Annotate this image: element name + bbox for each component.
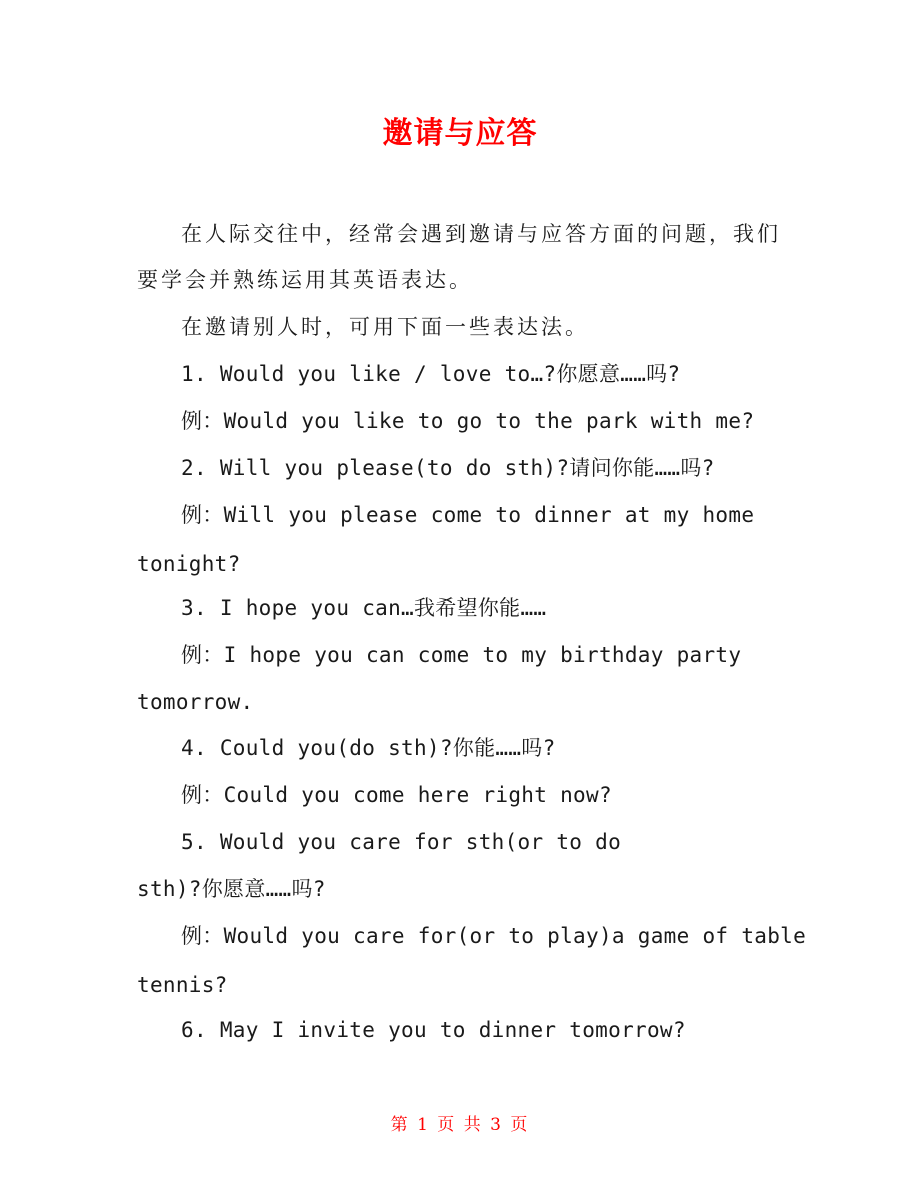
- intro-line-1: 在人际交往中，经常会遇到邀请与应答方面的问题，我们: [181, 222, 781, 246]
- example-3-line-2: tomorrow.: [137, 690, 254, 714]
- page-number-footer: 第 1 页 共 3 页: [390, 1115, 530, 1135]
- example-3-line-1: 例：I hope you can come to my birthday party: [181, 643, 742, 667]
- page-title: 邀请与应答: [382, 116, 538, 151]
- expression-5-line-2: sth)?你愿意……吗?: [137, 877, 326, 901]
- example-2-line-2: tonight?: [137, 552, 241, 576]
- expression-1: 1. Would you like / love to…?你愿意……吗?: [181, 362, 681, 386]
- example-4: 例：Could you come here right now?: [181, 783, 612, 807]
- intro-line-2: 要学会并熟练运用其英语表达。: [137, 268, 473, 292]
- example-1: 例：Would you like to go to the park with me?: [181, 409, 755, 433]
- expression-4: 4. Could you(do sth)?你能……吗?: [181, 736, 556, 760]
- example-5-line-2: tennis?: [137, 973, 228, 997]
- example-2-line-1: 例：Will you please come to dinner at my home: [181, 503, 755, 527]
- example-5-line-1: 例：Would you care for(or to play)a game of table: [181, 924, 807, 948]
- expression-6: 6. May I invite you to dinner tomorrow?: [181, 1018, 686, 1042]
- expression-3: 3. I hope you can…我希望你能……: [181, 596, 547, 620]
- expression-5-line-1: 5. Would you care for sth(or to do: [181, 830, 622, 854]
- expression-2: 2. Will you please(to do sth)?请问你能……吗?: [181, 456, 715, 480]
- intro-line-3: 在邀请别人时，可用下面一些表达法。: [181, 315, 589, 339]
